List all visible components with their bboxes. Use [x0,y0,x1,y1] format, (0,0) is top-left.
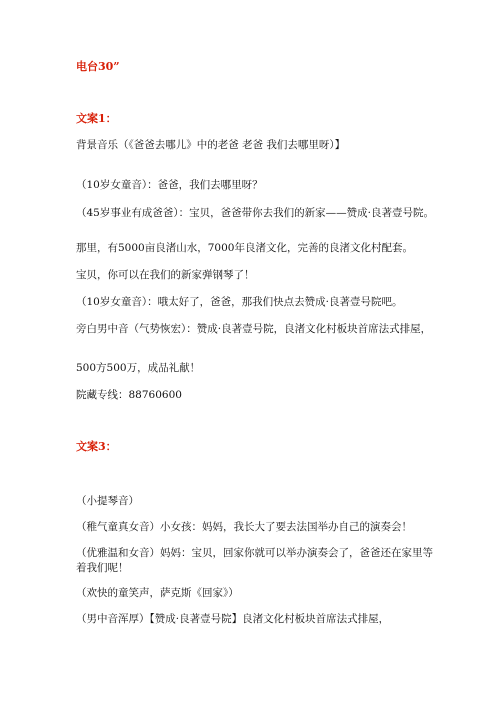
section-1-line-7: 旁白男中音（气势恢宏）：赞成·良著壹号院，良渚文化村板块首席法式排屋， [76,323,432,335]
section-3-title: 文案3： [76,440,117,453]
section-1-line-2: （10岁女童音）：爸爸，我们去哪里呀？ [76,179,263,191]
section-3-line-5: （欢快的童笑声，萨克斯《回家》） [76,587,239,599]
section-3-line-6: （男中音浑厚）【赞成·良著壹号院】良渚文化村板块首席法式排屋， [76,613,390,625]
section-1-line-4: 那里，有5000亩良渚山水，7000年良渚文化，完善的良渚文化村配套。 [76,242,413,254]
section-1-line-1: 背景音乐（《爸爸去哪儿》中的老爸 老爸 我们去哪里呀）】 [76,139,346,151]
radio-heading: 电台30” [76,60,120,73]
section-1-line-3: （45岁事业有成爸爸）：宝贝，爸爸带你去我们的新家——赞成·良著壹号院。 [76,207,434,219]
section-3-line-4: 着我们呢！ [76,562,129,574]
section-3-line-3: （优雅温和女音）妈妈：宝贝，回家你就可以举办演奏会了，爸爸还在家里等 [76,547,433,559]
section-1-line-6: （10岁女童音）：哦太好了，爸爸，那我们快点去赞成·良著壹号院吧。 [76,296,403,308]
section-1-line-8: 500方500万，成品礼献！ [76,362,201,374]
section-1-title: 文案1： [76,112,117,125]
section-3-line-1: （小提琴音） [76,495,139,507]
section-1-line-9: 院藏专线：88760600 [76,389,182,401]
section-1-line-5: 宝贝，你可以在我们的新家弹钢琴了！ [76,269,255,281]
section-3-line-2: （稚气童真女音）小女孩：妈妈，我长大了要去法国举办自己的演奏会！ [76,521,412,533]
